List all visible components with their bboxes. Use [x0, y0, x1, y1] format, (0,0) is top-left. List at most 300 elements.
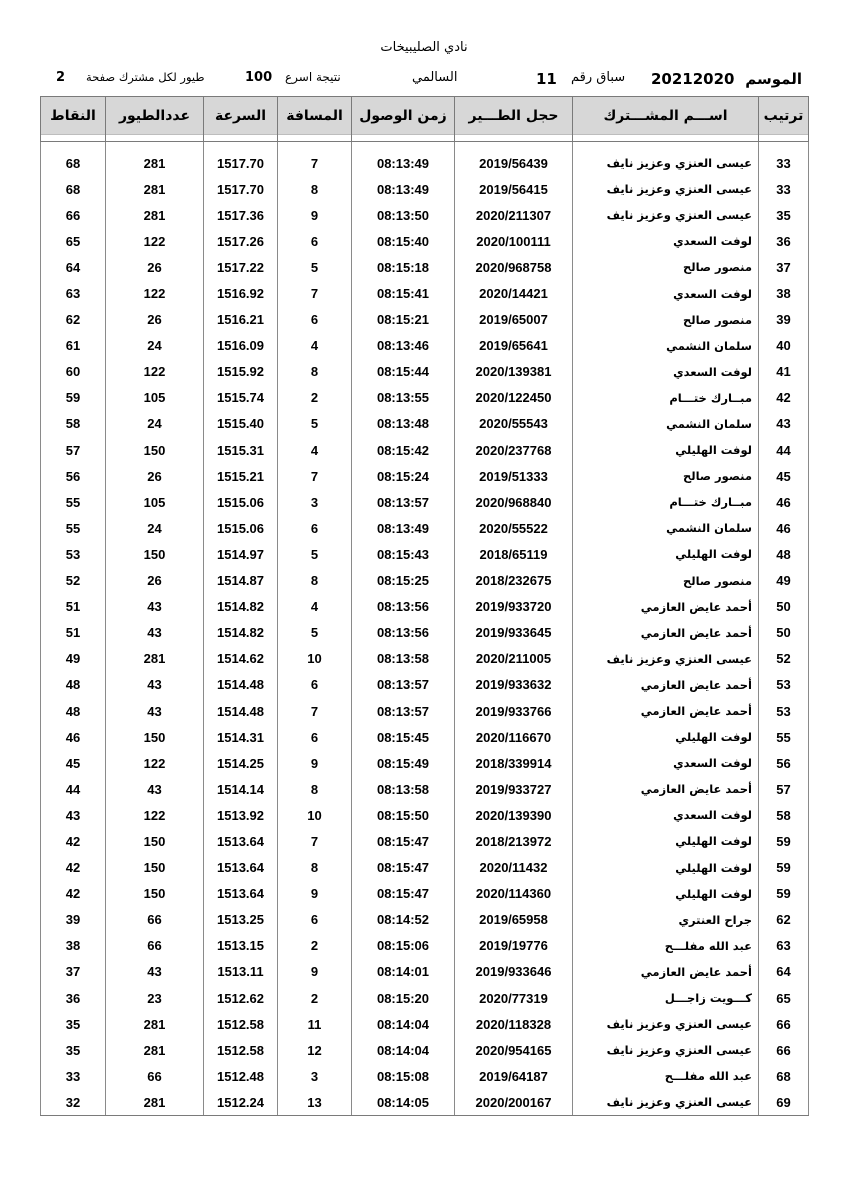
distance-cell: 8 — [278, 359, 352, 385]
speed-cell: 1513.25 — [204, 907, 278, 933]
rank-cell: 58 — [759, 802, 809, 828]
table-row — [41, 750, 809, 776]
arrival-time-cell: 08:15:47 — [352, 828, 455, 854]
points-cell: 68 — [41, 150, 106, 176]
rank-cell: 46 — [759, 489, 809, 515]
ring-cell: 2019/64187 — [455, 1063, 573, 1089]
member-name-cell: أحمد عايض العازمي — [573, 776, 759, 802]
rank-cell: 33 — [759, 176, 809, 202]
points-cell: 55 — [41, 515, 106, 541]
points-cell: 42 — [41, 828, 106, 854]
birds-count-cell: 24 — [106, 411, 204, 437]
distance-cell: 6 — [278, 307, 352, 333]
arrival-time-cell: 08:13:46 — [352, 333, 455, 359]
ring-cell: 2019/933632 — [455, 672, 573, 698]
arrival-time-cell: 08:15:41 — [352, 280, 455, 306]
ring-cell: 2020/118328 — [455, 1011, 573, 1037]
distance-cell: 6 — [278, 228, 352, 254]
speed-cell: 1514.87 — [204, 568, 278, 594]
speed-cell: 1514.82 — [204, 620, 278, 646]
member-name-cell: منصور صالح — [573, 307, 759, 333]
points-cell: 39 — [41, 907, 106, 933]
speed-cell: 1515.92 — [204, 359, 278, 385]
col-distance: المسافة — [278, 97, 352, 142]
arrival-time-cell: 08:13:58 — [352, 646, 455, 672]
rank-cell: 46 — [759, 515, 809, 541]
ring-cell: 2019/933645 — [455, 620, 573, 646]
rank-cell: 50 — [759, 620, 809, 646]
table-row — [41, 776, 809, 802]
arrival-time-cell: 08:15:40 — [352, 228, 455, 254]
table-row — [41, 437, 809, 463]
birds-count-cell: 66 — [106, 1063, 204, 1089]
ring-cell: 2020/200167 — [455, 1089, 573, 1116]
member-name-cell: عبد الله مفلـــح — [573, 933, 759, 959]
table-row — [41, 672, 809, 698]
speed-cell: 1515.06 — [204, 489, 278, 515]
table-row — [41, 228, 809, 254]
distance-cell: 6 — [278, 724, 352, 750]
table-row — [41, 568, 809, 594]
member-name-cell: عيسى العنزي وعزيز نايف — [573, 1037, 759, 1063]
speed-cell: 1512.62 — [204, 985, 278, 1011]
ring-cell: 2020/968758 — [455, 254, 573, 280]
member-name-cell: منصور صالح — [573, 254, 759, 280]
arrival-time-cell: 08:15:44 — [352, 359, 455, 385]
arrival-time-cell: 08:15:47 — [352, 855, 455, 881]
ring-cell: 2020/77319 — [455, 985, 573, 1011]
member-name-cell: لوفت السعدي — [573, 359, 759, 385]
points-cell: 58 — [41, 411, 106, 437]
speed-cell: 1513.64 — [204, 828, 278, 854]
member-name-cell: لوفت السعدي — [573, 280, 759, 306]
rank-cell: 56 — [759, 750, 809, 776]
speed-cell: 1515.40 — [204, 411, 278, 437]
location: السالمي — [412, 70, 458, 85]
ring-cell: 2018/232675 — [455, 568, 573, 594]
rank-cell: 62 — [759, 907, 809, 933]
rank-cell: 48 — [759, 541, 809, 567]
rank-cell: 57 — [759, 776, 809, 802]
distance-cell: 10 — [278, 646, 352, 672]
ring-cell: 2019/933766 — [455, 698, 573, 724]
points-cell: 68 — [41, 176, 106, 202]
table-row — [41, 1037, 809, 1063]
table-header-row — [41, 97, 809, 142]
arrival-time-cell: 08:13:50 — [352, 202, 455, 228]
arrival-time-cell: 08:14:01 — [352, 959, 455, 985]
col-points: النقاط — [41, 97, 106, 142]
speed-cell: 1516.09 — [204, 333, 278, 359]
arrival-time-cell: 08:14:05 — [352, 1089, 455, 1116]
table-row — [41, 907, 809, 933]
birds-count-cell: 26 — [106, 307, 204, 333]
member-name-cell: لوفت الهليلي — [573, 541, 759, 567]
member-name-cell: أحمد عايض العازمي — [573, 672, 759, 698]
member-name-cell: عيسى العنزي وعزيز نايف — [573, 646, 759, 672]
arrival-time-cell: 08:14:52 — [352, 907, 455, 933]
birds-count-cell: 122 — [106, 802, 204, 828]
speed-cell: 1513.64 — [204, 855, 278, 881]
distance-cell: 5 — [278, 620, 352, 646]
ring-cell: 2019/933727 — [455, 776, 573, 802]
points-cell: 44 — [41, 776, 106, 802]
speed-cell: 1515.31 — [204, 437, 278, 463]
member-name-cell: أحمد عايض العازمي — [573, 594, 759, 620]
points-cell: 62 — [41, 307, 106, 333]
arrival-time-cell: 08:15:43 — [352, 541, 455, 567]
member-name-cell: كـــويت زاجـــل — [573, 985, 759, 1011]
speed-cell: 1514.82 — [204, 594, 278, 620]
birds-count-cell: 281 — [106, 1037, 204, 1063]
birds-count-cell: 24 — [106, 515, 204, 541]
points-cell: 57 — [41, 437, 106, 463]
birds-count-cell: 122 — [106, 280, 204, 306]
birds-count-cell: 281 — [106, 202, 204, 228]
speed-cell: 1515.74 — [204, 385, 278, 411]
birds-count-cell: 43 — [106, 698, 204, 724]
ring-cell: 2020/211307 — [455, 202, 573, 228]
points-cell: 52 — [41, 568, 106, 594]
distance-cell: 7 — [278, 828, 352, 854]
member-name-cell: عيسى العنزي وعزيز نايف — [573, 202, 759, 228]
distance-cell: 11 — [278, 1011, 352, 1037]
birds-count-cell: 26 — [106, 463, 204, 489]
member-name-cell: لوفت الهليلي — [573, 437, 759, 463]
birds-count-cell: 105 — [106, 385, 204, 411]
points-cell: 64 — [41, 254, 106, 280]
points-cell: 63 — [41, 280, 106, 306]
col-arrival-time: زمن الوصول — [352, 97, 455, 142]
rank-cell: 43 — [759, 411, 809, 437]
points-cell: 60 — [41, 359, 106, 385]
points-cell: 51 — [41, 620, 106, 646]
speed-cell: 1512.48 — [204, 1063, 278, 1089]
rank-cell: 68 — [759, 1063, 809, 1089]
speed-cell: 1513.15 — [204, 933, 278, 959]
speed-cell: 1515.06 — [204, 515, 278, 541]
speed-cell: 1514.62 — [204, 646, 278, 672]
speed-cell: 1512.58 — [204, 1011, 278, 1037]
ring-cell: 2019/65007 — [455, 307, 573, 333]
member-name-cell: أحمد عايض العازمي — [573, 620, 759, 646]
speed-cell: 1517.70 — [204, 150, 278, 176]
speed-cell: 1514.48 — [204, 672, 278, 698]
table-row — [41, 541, 809, 567]
ring-cell: 2020/237768 — [455, 437, 573, 463]
speed-cell: 1515.21 — [204, 463, 278, 489]
ring-cell: 2018/339914 — [455, 750, 573, 776]
member-name-cell: سلمان النشمي — [573, 515, 759, 541]
speed-cell: 1514.25 — [204, 750, 278, 776]
arrival-time-cell: 08:15:21 — [352, 307, 455, 333]
arrival-time-cell: 08:13:56 — [352, 620, 455, 646]
arrival-time-cell: 08:13:57 — [352, 698, 455, 724]
speed-cell: 1514.31 — [204, 724, 278, 750]
birds-count-cell: 66 — [106, 907, 204, 933]
member-name-cell: منصور صالح — [573, 463, 759, 489]
season-label: الموسم — [745, 70, 802, 88]
birds-count-cell: 43 — [106, 776, 204, 802]
speed-cell: 1516.92 — [204, 280, 278, 306]
distance-cell: 8 — [278, 176, 352, 202]
table-row — [41, 411, 809, 437]
col-birds-count: عددالطيور — [106, 97, 204, 142]
table-row — [41, 933, 809, 959]
speed-cell: 1513.92 — [204, 802, 278, 828]
ring-cell: 2019/51333 — [455, 463, 573, 489]
ring-cell: 2019/65958 — [455, 907, 573, 933]
rank-cell: 49 — [759, 568, 809, 594]
member-name-cell: أحمد عايض العازمي — [573, 698, 759, 724]
points-cell: 56 — [41, 463, 106, 489]
birds-count-cell: 23 — [106, 985, 204, 1011]
points-cell: 49 — [41, 646, 106, 672]
points-cell: 33 — [41, 1063, 106, 1089]
arrival-time-cell: 08:13:49 — [352, 150, 455, 176]
ring-cell: 2019/65641 — [455, 333, 573, 359]
points-cell: 59 — [41, 385, 106, 411]
result-count: 100 — [245, 70, 273, 85]
speed-cell: 1517.22 — [204, 254, 278, 280]
speed-cell: 1513.11 — [204, 959, 278, 985]
member-name-cell: سلمان النشمي — [573, 411, 759, 437]
points-cell: 51 — [41, 594, 106, 620]
member-name-cell: عبد الله مفلـــح — [573, 1063, 759, 1089]
arrival-time-cell: 08:15:18 — [352, 254, 455, 280]
birds-count-cell: 43 — [106, 959, 204, 985]
birds-count-cell: 122 — [106, 228, 204, 254]
rank-cell: 59 — [759, 881, 809, 907]
distance-cell: 12 — [278, 1037, 352, 1063]
rank-cell: 39 — [759, 307, 809, 333]
points-cell: 48 — [41, 698, 106, 724]
rank-cell: 35 — [759, 202, 809, 228]
distance-cell: 8 — [278, 568, 352, 594]
arrival-time-cell: 08:14:04 — [352, 1011, 455, 1037]
table-row — [41, 1089, 809, 1116]
ring-cell: 2019/56439 — [455, 150, 573, 176]
speed-cell: 1517.36 — [204, 202, 278, 228]
member-name-cell: لوفت الهليلي — [573, 828, 759, 854]
points-cell: 46 — [41, 724, 106, 750]
distance-cell: 2 — [278, 385, 352, 411]
distance-cell: 9 — [278, 959, 352, 985]
ring-cell: 2018/213972 — [455, 828, 573, 854]
rank-cell: 65 — [759, 985, 809, 1011]
rank-cell: 52 — [759, 646, 809, 672]
distance-cell: 9 — [278, 881, 352, 907]
birds-count-cell: 66 — [106, 933, 204, 959]
table-row — [41, 385, 809, 411]
speed-cell: 1517.70 — [204, 176, 278, 202]
table-row — [41, 280, 809, 306]
arrival-time-cell: 08:15:06 — [352, 933, 455, 959]
ring-cell: 2020/139381 — [455, 359, 573, 385]
ring-cell: 2020/211005 — [455, 646, 573, 672]
points-cell: 65 — [41, 228, 106, 254]
rank-cell: 66 — [759, 1011, 809, 1037]
rank-cell: 59 — [759, 855, 809, 881]
arrival-time-cell: 08:15:49 — [352, 750, 455, 776]
member-name-cell: مبــارك ختـــام — [573, 489, 759, 515]
table-row — [41, 333, 809, 359]
member-name-cell: عيسى العنزي وعزيز نايف — [573, 1089, 759, 1116]
birds-count-cell: 26 — [106, 254, 204, 280]
ring-cell: 2020/55522 — [455, 515, 573, 541]
ring-cell: 2019/933720 — [455, 594, 573, 620]
arrival-time-cell: 08:13:48 — [352, 411, 455, 437]
birds-count-cell: 43 — [106, 594, 204, 620]
rank-cell: 36 — [759, 228, 809, 254]
member-name-cell: سلمان النشمي — [573, 333, 759, 359]
season-value: 20212020 — [651, 70, 735, 88]
member-name-cell: لوفت الهليلي — [573, 724, 759, 750]
member-name-cell: منصور صالح — [573, 568, 759, 594]
points-cell: 35 — [41, 1037, 106, 1063]
birds-count-cell: 122 — [106, 750, 204, 776]
speed-cell: 1512.58 — [204, 1037, 278, 1063]
club-title: نادي الصليبيخات — [380, 40, 468, 55]
birds-count-cell: 150 — [106, 541, 204, 567]
rank-cell: 59 — [759, 828, 809, 854]
rank-cell: 41 — [759, 359, 809, 385]
table-row — [41, 802, 809, 828]
points-cell: 32 — [41, 1089, 106, 1116]
points-cell: 42 — [41, 881, 106, 907]
member-name-cell: عيسى العنزي وعزيز نايف — [573, 150, 759, 176]
race-label: سباق رقم — [571, 70, 626, 85]
distance-cell: 4 — [278, 333, 352, 359]
table-row — [41, 202, 809, 228]
table-row — [41, 307, 809, 333]
rank-cell: 42 — [759, 385, 809, 411]
birds-count-cell: 150 — [106, 855, 204, 881]
points-cell: 53 — [41, 541, 106, 567]
arrival-time-cell: 08:13:57 — [352, 672, 455, 698]
rank-cell: 66 — [759, 1037, 809, 1063]
table-row — [41, 985, 809, 1011]
arrival-time-cell: 08:15:20 — [352, 985, 455, 1011]
ring-cell: 2018/65119 — [455, 541, 573, 567]
rank-cell: 53 — [759, 672, 809, 698]
ring-cell: 2020/139390 — [455, 802, 573, 828]
speed-cell: 1512.24 — [204, 1089, 278, 1116]
distance-cell: 2 — [278, 933, 352, 959]
member-name-cell: مبــارك ختـــام — [573, 385, 759, 411]
distance-cell: 4 — [278, 594, 352, 620]
points-cell: 48 — [41, 672, 106, 698]
points-cell: 55 — [41, 489, 106, 515]
birds-count-cell: 43 — [106, 672, 204, 698]
rank-cell: 64 — [759, 959, 809, 985]
arrival-time-cell: 08:13:56 — [352, 594, 455, 620]
distance-cell: 13 — [278, 1089, 352, 1116]
col-speed: السرعة — [204, 97, 278, 142]
member-name-cell: لوفت الهليلي — [573, 881, 759, 907]
results-table — [40, 96, 809, 1116]
table-row — [41, 515, 809, 541]
points-cell: 61 — [41, 333, 106, 359]
table-row — [41, 594, 809, 620]
member-name-cell: أحمد عايض العازمي — [573, 959, 759, 985]
arrival-time-cell: 08:13:57 — [352, 489, 455, 515]
distance-cell: 10 — [278, 802, 352, 828]
arrival-time-cell: 08:15:24 — [352, 463, 455, 489]
ring-cell: 2020/122450 — [455, 385, 573, 411]
arrival-time-cell: 08:15:50 — [352, 802, 455, 828]
points-cell: 43 — [41, 802, 106, 828]
ring-cell: 2019/56415 — [455, 176, 573, 202]
distance-cell: 5 — [278, 541, 352, 567]
distance-cell: 5 — [278, 411, 352, 437]
points-cell: 35 — [41, 1011, 106, 1037]
table-row — [41, 698, 809, 724]
birds-count-cell: 150 — [106, 724, 204, 750]
ring-cell: 2020/114360 — [455, 881, 573, 907]
ring-cell: 2020/968840 — [455, 489, 573, 515]
page-number: 2 — [56, 70, 66, 85]
table-row — [41, 1011, 809, 1037]
table-row — [41, 254, 809, 280]
birds-count-cell: 150 — [106, 828, 204, 854]
table-spacer — [41, 142, 809, 151]
rank-cell: 63 — [759, 933, 809, 959]
table-row — [41, 828, 809, 854]
birds-count-cell: 281 — [106, 176, 204, 202]
birds-count-cell: 105 — [106, 489, 204, 515]
rank-cell: 53 — [759, 698, 809, 724]
points-cell: 37 — [41, 959, 106, 985]
speed-cell: 1517.26 — [204, 228, 278, 254]
distance-cell: 6 — [278, 672, 352, 698]
table-row — [41, 463, 809, 489]
birds-count-cell: 281 — [106, 1089, 204, 1116]
member-name-cell: لوفت السعدي — [573, 228, 759, 254]
birds-count-cell: 122 — [106, 359, 204, 385]
member-name-cell: عيسى العنزي وعزيز نايف — [573, 1011, 759, 1037]
table-row — [41, 359, 809, 385]
member-name-cell: لوفت السعدي — [573, 750, 759, 776]
table-row — [41, 646, 809, 672]
birds-count-cell: 24 — [106, 333, 204, 359]
birds-count-cell: 281 — [106, 1011, 204, 1037]
member-name-cell: عيسى العنزي وعزيز نايف — [573, 176, 759, 202]
distance-cell: 7 — [278, 463, 352, 489]
distance-cell: 3 — [278, 489, 352, 515]
distance-cell: 7 — [278, 150, 352, 176]
distance-cell: 8 — [278, 855, 352, 881]
arrival-time-cell: 08:14:04 — [352, 1037, 455, 1063]
rank-cell: 37 — [759, 254, 809, 280]
ring-cell: 2019/19776 — [455, 933, 573, 959]
birds-count-cell: 43 — [106, 620, 204, 646]
table-row — [41, 881, 809, 907]
member-name-cell: لوفت السعدي — [573, 802, 759, 828]
arrival-time-cell: 08:13:55 — [352, 385, 455, 411]
birds-count-cell: 281 — [106, 646, 204, 672]
arrival-time-cell: 08:15:45 — [352, 724, 455, 750]
speed-cell: 1514.97 — [204, 541, 278, 567]
member-name-cell: لوفت الهليلي — [573, 855, 759, 881]
birds-count-cell: 150 — [106, 881, 204, 907]
points-cell: 66 — [41, 202, 106, 228]
birds-count-cell: 26 — [106, 568, 204, 594]
distance-cell: 8 — [278, 776, 352, 802]
rank-cell: 55 — [759, 724, 809, 750]
distance-cell: 7 — [278, 280, 352, 306]
table-row — [41, 724, 809, 750]
